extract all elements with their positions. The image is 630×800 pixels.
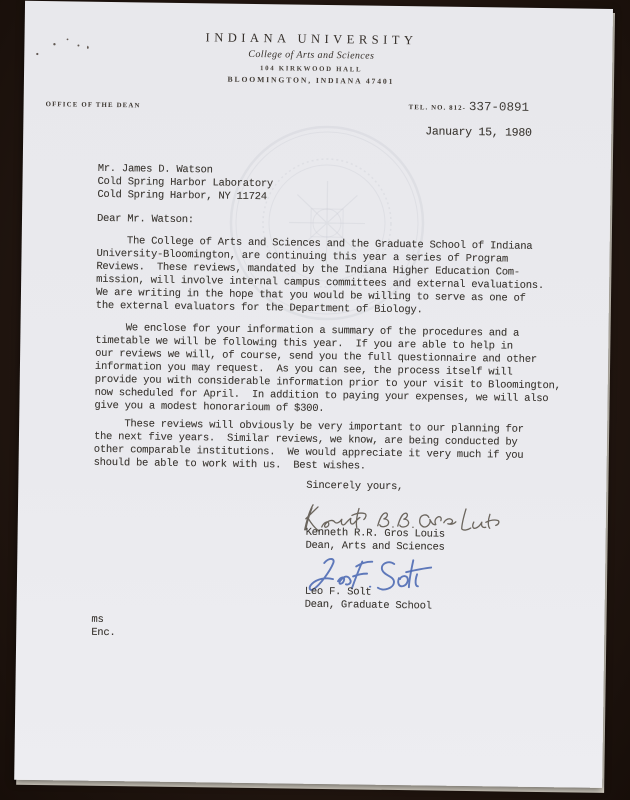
recipient-address: Mr. James D. Watson Cold Spring Harbor Laboratory Cold Spring Harbor, NY 11724: [97, 162, 274, 204]
salutation: Dear Mr. Watson:: [96, 212, 194, 227]
letterhead-university-name: INDIANA UNIVERSITY: [205, 30, 418, 48]
signer1-title: Dean, Arts and Sciences: [305, 539, 445, 554]
closing-salutation: Sincerely yours,: [306, 479, 404, 494]
letterhead-hall-address: 104 KIRKWOOD HALL: [259, 65, 363, 74]
paragraph-1: The College of Arts and Sciences and the Graduate School of Indiana University-Bloomington, are continuing this year a series of Program Reviews. These reviews, mandated by the Indiana Higher Education Com- mission, will involve internal campus committees and external evaluations. We are writing in the hope that you would be willing to serve as one of the external evaluators for the Department of Biology.: [95, 234, 544, 317]
paragraph-3: These reviews will obviously be very important to our planning for the next five years. Similar reviews, we know, are being conducted by other comparable institutions. We would appreciate it very much if you should be able to work with us. Best wishes.: [93, 417, 524, 473]
letterhead-city-line: BLOOMINGTON, INDIANA 47401: [227, 74, 395, 86]
letterhead: [24, 28, 613, 89]
telephone-label: TEL. NO. 812-: [408, 104, 467, 112]
signer1-name: Kenneth R.R. Gros Louis: [305, 526, 445, 541]
signer2-title: Dean, Graduate School: [304, 598, 432, 613]
telephone-number: 337-0891: [468, 99, 530, 115]
signer2-name: Leo F. Solt: [304, 585, 372, 599]
enclosure-notation: Enc.: [91, 626, 116, 640]
office-of-the-dean-label: OFFICE OF THE DEAN: [45, 101, 141, 110]
typist-initials: ms: [91, 613, 104, 626]
letterhead-college-name: College of Arts and Sciences: [248, 48, 375, 62]
letter-page: [14, 1, 613, 788]
telephone-line: [409, 99, 530, 115]
date-line: January 15, 1980: [425, 125, 532, 140]
paragraph-2: We enclose for your information a summary of the procedures and a timetable we will be following this year. If you are able to help in our reviews we will, of course, send you the full questionnaire and other information you may request. As you can see, the process itself will provide you with considerable information prior to your visit to Bloomington, now scheduled for April. In addition to paying your expenses, we will also give you a modest honorarioum of $300.: [94, 321, 561, 416]
